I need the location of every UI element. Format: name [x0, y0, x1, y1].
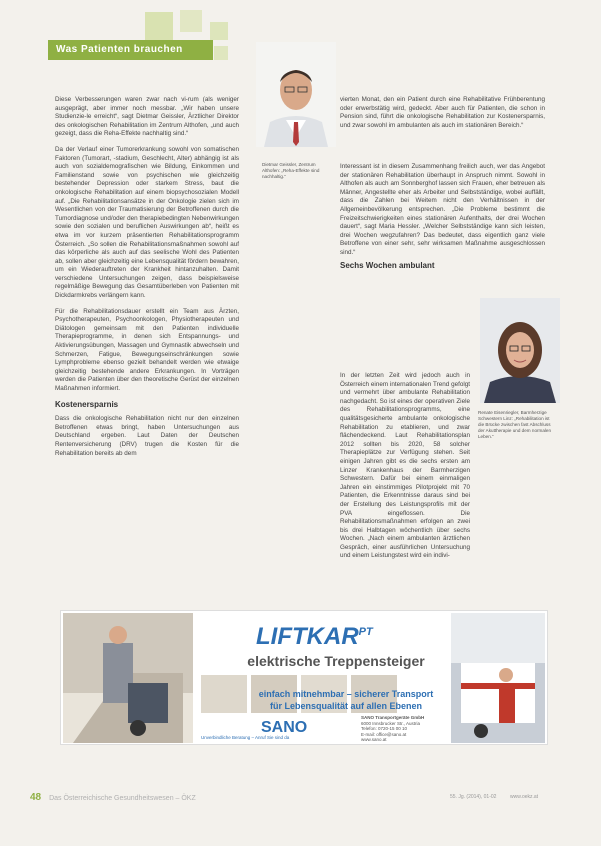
company-email: E-mail: office@sano.at — [361, 731, 407, 737]
website: www.oekz.at — [510, 794, 539, 800]
subheading: Sechs Wochen ambulant — [340, 261, 435, 270]
left-column — [55, 96, 239, 465]
company-phone: Telefon: 0720-15 00 10 — [361, 726, 408, 731]
issue-info: 55. Jg. (2014), 01-02 — [450, 794, 497, 800]
ad-product-photo-right — [451, 613, 545, 743]
paragraph: Interessant ist in diesem Zusammenhang freilich auch, wer das Angebot der stationären Rehabilitation überhaupt in Anspruch nimmt. Sowohl in Althofen als auch am Sonnberghof lassen sich Frauen, eher betreuen als Männer, Angestellte eher als Arbeiter und Selbstständige, wobei auffällt, dass die Zahlen bei Weitem nicht den Verhältnissen in der Allgemeinbevölkerung entsprechen. „Die Probleme bestimmt die Freizeitschwierigkeiten eines stationären Aufenthalts, der drei Wochen dauert“, sagt Maria Hessler. „Welcher Selbstständige kann sich leisten, drei Wochen wegzufahren? Das bedeutet, dass eigentlich ganz viele Betroffene von einer sehr, sehr wirksamen Maßnahme ausgeschlossen sind.“ — [340, 163, 545, 256]
photo-caption: Renate Eisenriegler, Barmherzige Schwestern Linz: „Rehabilitation ist die Brücke zwischen fast Abschluss der Akuttherapie und dem normalen Leben.“ — [478, 410, 552, 439]
right-column-top — [340, 96, 545, 137]
page-footer — [30, 792, 575, 806]
ad-sano-logo: SANO — [261, 719, 308, 736]
company-name: SANO Transportgeräte GmbH — [361, 715, 425, 720]
ad-brand-logo — [256, 617, 406, 650]
decorative-square — [180, 10, 202, 32]
decorative-square — [145, 12, 173, 40]
page-number: 48 — [30, 792, 42, 803]
company-address: 6000 Innsbrucker Str., Austria — [361, 720, 421, 726]
ad-product-photo-left — [63, 613, 193, 743]
company-web: www.sano.at — [361, 737, 387, 742]
right-column-mid — [340, 163, 545, 265]
portrait-photo-geissler — [256, 42, 336, 147]
ad-tagline-2: für Lebensqualität auf allen Ebenen — [269, 701, 423, 711]
paragraph: Diese Verbesserungen waren zwar nach vi-rum (als weniger ausgeprägt, aber immer noch messbar. „Wir haben unsere Studienzie-le erreicht“, sagt Dietmar Geissler, Ärztlicher Direktor des onkologischen Rehabilitation im Zentrum Althofen, „und auch gezeigt, dass die Reha-Effekte nachhaltig sind.“ — [55, 96, 239, 138]
paragraph: vierten Monat, den ein Patient durch eine Rehabilitative Frühberentung oder erwerbstätig wird, gedeckt. Aber auch für Patienten, die schon in Pension sind, führt die onkologische Rehabilitation zur Kostenersparnis, und zwar sowohl im ambulanten als auch im stationären Bereich.“ — [340, 96, 545, 129]
paragraph: Für die Rehabilitationsdauer erstellt ein Team aus Ärzten, Psychotherapeuten, Psychoonkologen, Physiotherapeuten und Diätologen gemeinsam mit den Patienten individuelle Therapieprogramme, in denen sich Entspannungs- und Aktivierungsübungen, Massagen und Gymnastik abwechseln und Schmerzen, Fatigue, Bewegungseinschränkungen sowie Lymphprobleme ebenso gezielt behandelt werden wie etwaige gleichzeitig bestehende andere Erkrankungen. In Vorträgen werden die Patienten über den theoretische Gerüst der einzelnen Maßnahmen informiert. — [55, 307, 239, 392]
portrait-photo-eisenriegler — [480, 298, 560, 403]
subheading: Kostenersparnis — [55, 399, 119, 409]
paragraph: Dass die onkologische Rehabilitation nicht nur den einzelnen Betroffenen etwas bringt, haben Untersuchungen aus Deutschland ergeben. Laut Daten der Deutschen Rentenversicherung (DRV) trugen die Kosten für die Rehabilitation bereits ab dem — [55, 415, 239, 457]
section-header: Was Patienten brauchen — [48, 40, 213, 60]
right-column-body — [340, 372, 470, 592]
ad-headline: elektrische Treppensteiger — [247, 653, 425, 669]
photo-caption: Dietmar Geissler, Zentrum Althofen: „Reha-Effekte sind nachhaltig.“ — [262, 162, 320, 179]
paragraph: In der letzten Zeit wird jedoch auch in Österreich einem internationalen Trend gefolgt und vermehrt über ambulante Rehabilitation nachgedacht. So ist eines der operativen Ziele des Rehabilitationsprogramms, eine qualitätsgesicherte ambulante onkologische Rehabilitation zu etablieren, und zwar flächendeckend. Laut Rehabilitationsplan 2012 sollten bis 2020, 58 solcher Therapieplätze zur Verfügung stehen. Seit einigen Jahren gibt es die sechs ersten am Linzer Krankenhaus der Barmherzigen Schwestern. Dafür bei einem einmaligen Jahren ein einstimmiges Pilotprojekt mit 70 Patienten, die Erkenntnisse daraus sind bei der Erstellung des Leistungsprofils mit der PVA eingeflossen. Die Rehabilitationsmaßnahmen erfolgen an zwei bis drei Halbtagen wöchentlich über sechs Wochen. „Nach einem ambulanten ärztlichen Gespräch, einer ausführlichen Untersuchung und einem Leistungstest wird ein indivi- — [340, 372, 470, 560]
ad-tagline-1: einfach mitnehmbar – sicherer Transport — [258, 689, 434, 699]
ad-brand-main: LIFTKAR — [256, 623, 359, 650]
publication-title: Das Österreichische Gesundheitswesen – ÖKZ — [49, 795, 196, 802]
ad-company-info — [361, 715, 441, 743]
decorative-square — [210, 22, 228, 40]
decorative-square — [214, 46, 228, 60]
advertisement — [60, 610, 548, 745]
ad-bottom-note: Unverbindliche Beratung – Anruf Sie sind da — [201, 735, 290, 740]
paragraph: Da der Verlauf einer Tumorerkrankung sowohl von somatischen Faktoren (Tumorart, -stadium, Geschlecht, Alter) abhängig ist als auch von sozialdemografischen wie Bildung, Einkommen und Familienstand sowie von psychischen wie gleichzeitig bestehender Depression oder starkem Stress, baut die onkologische Rehabilitation auf einem biopsychosozialen Modell auf. „Die Rehabilitationsansätze in der Onkologie zielen sich im Wesentlichen von der Traumatisierung der Betroffenen durch die Tumordiagnose und/oder den therapiebedingten Nebenwirkungen sowie den sozialen und beruflichen Auswirkungen ab“, heißt es etwa im vor kurzem präsentierten Rehabilitationsprogramm Österreich. „So sollen die Rehabilitationsmaßnahmen sowohl auf das körperliche als auch auf das seelische Wohl des Patienten ab, sollen aber gleichzeitig eine Lebensqualität fördern bewahren, um ein Wiederauftreten der Krankheit hintanzuhalten. Damit verschiedene Untersuchungen zeigen, dass beispielsweise regelmäßige Bewegung das Gesamtüberleben von Patienten mit Dickdarmkrebs verlängern kann. — [55, 145, 239, 300]
right-column-narrow — [340, 258, 470, 277]
ad-brand-suffix: PT — [358, 626, 373, 638]
